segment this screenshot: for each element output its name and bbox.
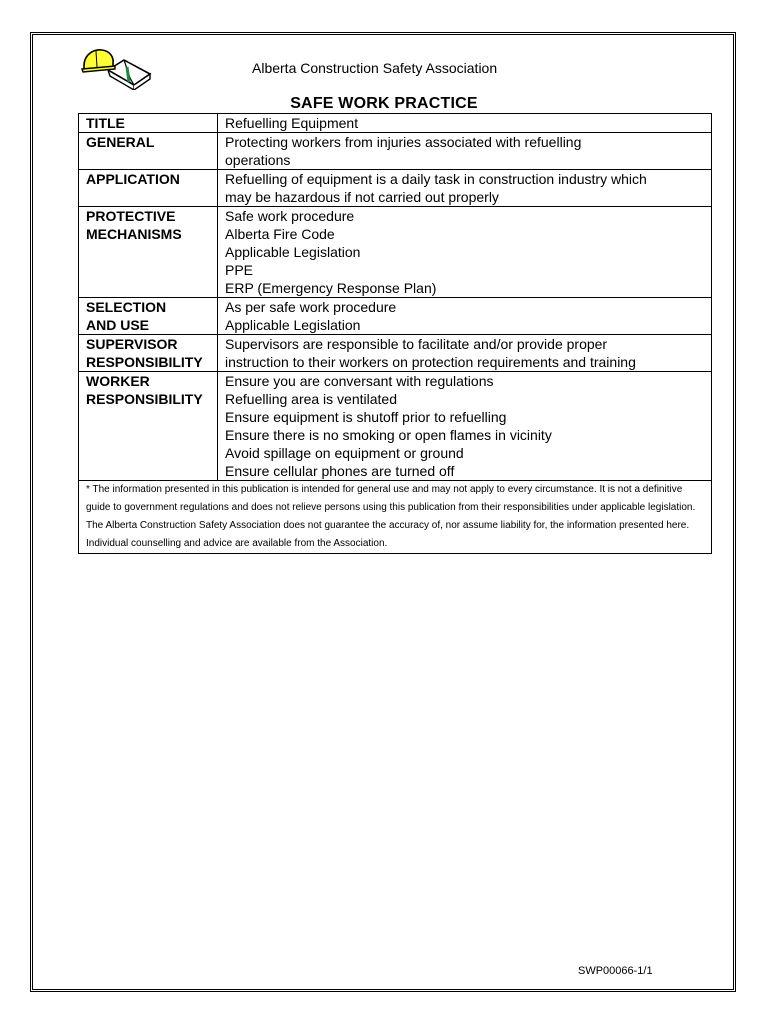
organization-name: Alberta Construction Safety Association (252, 60, 498, 76)
row-value (218, 207, 712, 298)
table-row (79, 335, 712, 372)
row-value-line: operations (225, 152, 291, 168)
row-value-line: PPE (225, 262, 254, 278)
table-row (79, 372, 712, 481)
table-row (79, 298, 712, 335)
table-row (79, 114, 712, 133)
row-label-line: PROTECTIVE (86, 208, 176, 224)
row-value-line: instruction to their workers on protection requirements and training (225, 354, 636, 370)
row-value (218, 372, 712, 481)
row-value (218, 298, 712, 335)
disclaimer-row (79, 481, 712, 554)
row-value-line: Avoid spillage on equipment or ground (225, 445, 464, 461)
row-label-line: WORKER (86, 373, 150, 389)
row-label-line: TITLE (86, 115, 125, 131)
row-label (79, 298, 218, 335)
row-value-line: Refuelling Equipment (225, 115, 359, 131)
row-label-line: AND USE (86, 317, 150, 333)
row-label (79, 170, 218, 207)
row-value-line: ERP (Emergency Response Plan) (225, 280, 437, 296)
table-row (79, 170, 712, 207)
table-row (79, 133, 712, 170)
disclaimer-text: * The information presented in this publication is intended for general use and may not apply to every circumstance. It is not a definitive guide to government regulations and does not relieve persons using this publication from their responsibilities under applicable legislation. The Alberta Construction Safety Association does not guarantee the accuracy of, nor assume liability for, the information presented here. Individual counselling and advice are available from the Association. (79, 481, 712, 554)
row-value-line: As per safe work procedure (225, 299, 397, 315)
row-value-line: Ensure there is no smoking or open flames in vicinity (225, 427, 552, 443)
page-title: SAFE WORK PRACTICE (290, 95, 478, 112)
row-value-line: Ensure equipment is shutoff prior to refuelling (225, 409, 507, 425)
row-label (79, 335, 218, 372)
table-row (79, 207, 712, 298)
row-label-line: SUPERVISOR (86, 336, 178, 352)
row-label-line: GENERAL (86, 134, 155, 150)
row-label (79, 114, 218, 133)
row-label-line: APPLICATION (86, 171, 180, 187)
row-value (218, 114, 712, 133)
row-label-line: SELECTION (86, 299, 167, 315)
row-label (79, 133, 218, 170)
row-value-line: Ensure cellular phones are turned off (225, 463, 455, 479)
row-value-line: Applicable Legislation (225, 244, 361, 260)
row-label-line: RESPONSIBILITY (86, 391, 203, 407)
row-value-line: Alberta Fire Code (225, 226, 335, 242)
row-label-line: MECHANISMS (86, 226, 182, 242)
row-value (218, 133, 712, 170)
row-value-line: Protecting workers from injuries associated with refuelling (225, 134, 582, 150)
row-label (79, 372, 218, 481)
swp-table (78, 113, 712, 554)
row-value-line: Refuelling area is ventilated (225, 391, 397, 407)
document-code: SWP00066-1/1 (578, 965, 653, 977)
row-label-line: RESPONSIBILITY (86, 354, 203, 370)
hardhat-book-icon (80, 48, 152, 90)
row-value-line: Safe work procedure (225, 208, 355, 224)
row-value (218, 170, 712, 207)
row-value-line: Supervisors are responsible to facilitate and/or provide proper (225, 336, 608, 352)
row-value (218, 335, 712, 372)
row-value-line: Refuelling of equipment is a daily task in construction industry which (225, 171, 647, 187)
row-value-line: Ensure you are conversant with regulations (225, 373, 494, 389)
row-value-line: Applicable Legislation (225, 317, 361, 333)
row-value-line: may be hazardous if not carried out properly (225, 189, 499, 205)
row-label (79, 207, 218, 298)
